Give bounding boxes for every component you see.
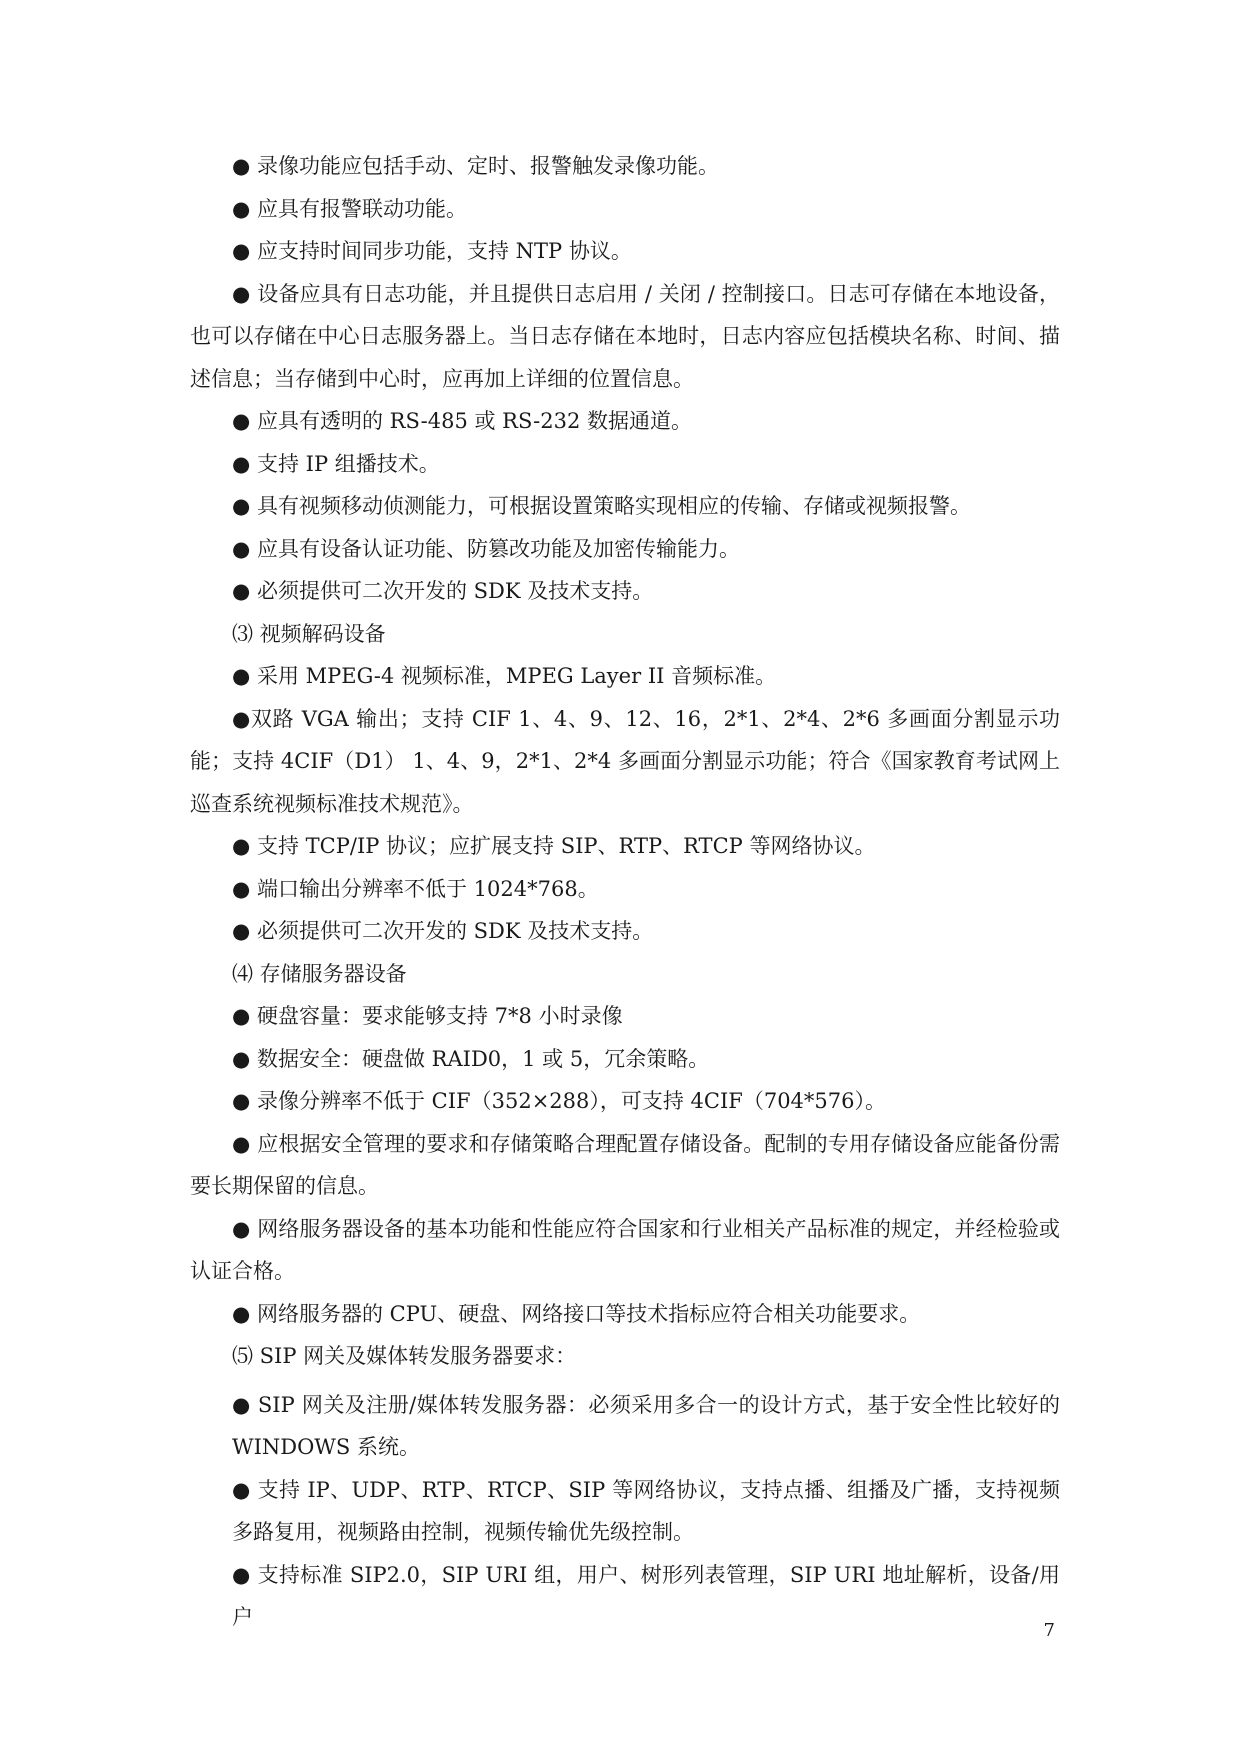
paragraph-time-sync: ● 应支持时间同步功能，支持 NTP 协议。: [232, 239, 632, 263]
paragraph-sdk-support-2: ● 必须提供可二次开发的 SDK 及技术支持。: [232, 919, 654, 943]
paragraph-output-resolution: ● 端口输出分辨率不低于 1024*768。: [232, 876, 599, 901]
paragraph-data-security: ● 数据安全：硬盘做 RAID0，1 或 5，冗余策略。: [232, 1046, 710, 1071]
page-number: 7: [1043, 1620, 1055, 1641]
document-body: [190, 145, 1060, 1639]
paragraph-sdk-support: ● 必须提供可二次开发的 SDK 及技术支持。: [232, 579, 654, 603]
paragraph-sip-standard: ● 支持标准 SIP2.0，SIP URI 组，用户、树形列表管理，SIP URI 地址解析，设备/用户: [232, 1562, 1060, 1629]
paragraph-vga-output: ●双路 VGA 输出；支持 CIF 1、4、9、12、16，2*1、2*4、2*6 多画面分割显示功能；支持 4CIF（D1） 1、4、9，2*1、2*4 多画面分割显示功能；符合《国家教育考试网上巡查系统视频标准技术规范》。: [190, 706, 1060, 816]
paragraph-sip-gateway-design: ● SIP 网关及注册/媒体转发服务器：必须采用多合一的设计方式，基于安全性比较好的 WINDOWS 系统。: [232, 1392, 1060, 1459]
paragraph-data-channel: ● 应具有透明的 RS-485 或 RS-232 数据通道。: [232, 409, 692, 433]
paragraph-motion-detection: ● 具有视频移动侦测能力，可根据设置策略实现相应的传输、存储或视频报警。: [232, 494, 971, 518]
paragraph-server-standards: ● 网络服务器设备的基本功能和性能应符合国家和行业相关产品标准的规定，并经检验或认证合格。: [190, 1216, 1060, 1283]
section-heading-storage-server: ⑷ 存储服务器设备: [232, 961, 407, 986]
paragraph-disk-capacity: ● 硬盘容量：要求能够支持 7*8 小时录像: [232, 1004, 623, 1028]
paragraph-ip-multicast: ● 支持 IP 组播技术。: [232, 451, 440, 476]
paragraph-alarm-linkage: ● 应具有报警联动功能。: [232, 196, 467, 221]
paragraph-network-protocols: ● 支持 IP、UDP、RTP、RTCP、SIP 等网络协议，支持点播、组播及广播，支持视频多路复用，视频路由控制，视频传输优先级控制。: [232, 1477, 1060, 1544]
paragraph-device-auth: ● 应具有设备认证功能、防篡改功能及加密传输能力。: [232, 536, 740, 561]
paragraph-recording-functions: ● 录像功能应包括手动、定时、报警触发录像功能。: [232, 154, 719, 178]
paragraph-tcp-ip: ● 支持 TCP/IP 协议；应扩展支持 SIP、RTP、RTCP 等网络协议。: [232, 834, 876, 858]
section-heading-sip-gateway: ⑸ SIP 网关及媒体转发服务器要求：: [232, 1344, 577, 1368]
paragraph-recording-resolution: ● 录像分辨率不低于 CIF（352×288），可支持 4CIF（704*576）。: [232, 1089, 887, 1113]
paragraph-server-specs: ● 网络服务器的 CPU、硬盘、网络接口等技术指标应符合相关功能要求。: [232, 1301, 921, 1326]
paragraph-log-function: ● 设备应具有日志功能，并且提供日志启用 / 关闭 / 控制接口。日志可存储在本地设备，也可以存储在中心日志服务器上。当日志存储在本地时，日志内容应包括模块名称、时间、描述信息；当存储到中心时，应再加上详细的位置信息。: [190, 281, 1060, 391]
paragraph-mpeg4-standard: ● 采用 MPEG-4 视频标准，MPEG Layer II 音频标准。: [232, 664, 777, 688]
section-heading-video-decoder: ⑶ 视频解码设备: [232, 621, 386, 646]
paragraph-storage-config: ● 应根据安全管理的要求和存储策略合理配置存储设备。配制的专用存储设备应能备份需要长期保留的信息。: [190, 1131, 1060, 1198]
